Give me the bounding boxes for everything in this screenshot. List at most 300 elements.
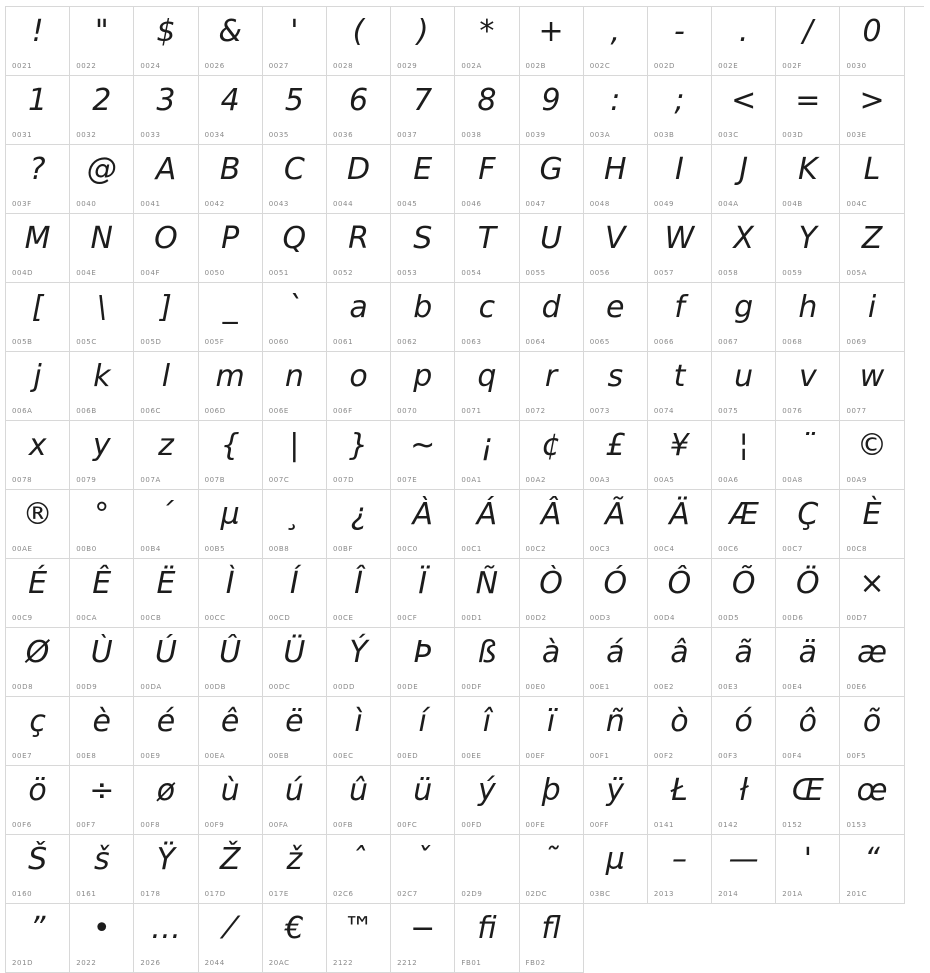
glyph-character: − <box>410 911 436 946</box>
glyph-cell[interactable] <box>327 697 391 766</box>
glyph-cell[interactable] <box>70 490 134 559</box>
glyph-codepoint: 0041 <box>140 200 161 208</box>
glyph-character: p <box>413 359 433 394</box>
glyph-cell[interactable] <box>840 283 904 352</box>
glyph-codepoint: 017E <box>268 890 289 898</box>
glyph-cell[interactable] <box>520 766 584 835</box>
glyph-cell[interactable] <box>327 145 391 214</box>
glyph-cell[interactable] <box>327 559 391 628</box>
glyph-character: õ <box>862 704 882 739</box>
glyph-character: . <box>738 14 749 49</box>
glyph-cell[interactable] <box>520 835 584 904</box>
glyph-character: ! <box>31 14 44 49</box>
glyph-cell[interactable] <box>6 766 70 835</box>
glyph-cell[interactable] <box>648 835 712 904</box>
glyph-character: € <box>284 911 304 946</box>
glyph-cell[interactable] <box>712 352 776 421</box>
glyph-cell[interactable] <box>134 559 198 628</box>
glyph-cell[interactable] <box>263 490 327 559</box>
glyph-character: ( <box>352 14 365 49</box>
glyph-character: Á <box>476 497 498 532</box>
glyph-codepoint: 00D2 <box>525 614 547 622</box>
glyph-cell[interactable] <box>840 490 904 559</box>
glyph-cell[interactable] <box>455 628 519 697</box>
glyph-cell[interactable] <box>199 766 263 835</box>
glyph-codepoint: 00EE <box>461 752 482 760</box>
glyph-codepoint: 0031 <box>12 131 33 139</box>
glyph-cell[interactable] <box>134 835 198 904</box>
glyph-character: Ñ <box>475 566 499 601</box>
glyph-row <box>6 835 924 904</box>
glyph-cell[interactable] <box>391 352 455 421</box>
glyph-cell[interactable] <box>584 421 648 490</box>
glyph-codepoint: 02D9 <box>461 890 483 898</box>
glyph-cell[interactable] <box>840 766 904 835</box>
glyph-cell[interactable] <box>263 421 327 490</box>
glyph-character: J <box>739 152 749 187</box>
glyph-character: T <box>477 221 497 256</box>
glyph-cell[interactable] <box>455 145 519 214</box>
glyph-cell[interactable] <box>263 697 327 766</box>
glyph-cell[interactable] <box>584 835 648 904</box>
glyph-character: ¨ <box>800 428 816 463</box>
glyph-cell[interactable] <box>391 76 455 145</box>
glyph-codepoint: 0078 <box>12 476 33 484</box>
glyph-character: - <box>674 14 685 49</box>
glyph-codepoint: 0059 <box>782 269 803 277</box>
glyph-cell[interactable] <box>520 283 584 352</box>
glyph-cell[interactable] <box>327 835 391 904</box>
glyph-cell[interactable] <box>199 628 263 697</box>
glyph-cell[interactable] <box>840 559 904 628</box>
glyph-cell[interactable] <box>199 559 263 628</box>
glyph-cell[interactable] <box>70 7 134 76</box>
glyph-cell[interactable] <box>648 76 712 145</box>
glyph-codepoint: 004B <box>782 200 803 208</box>
glyph-cell[interactable] <box>263 283 327 352</box>
glyph-cell[interactable] <box>455 421 519 490</box>
glyph-cell[interactable] <box>776 628 840 697</box>
glyph-cell[interactable] <box>520 628 584 697</box>
glyph-cell[interactable] <box>455 352 519 421</box>
glyph-cell[interactable] <box>6 7 70 76</box>
glyph-cell[interactable] <box>134 904 198 973</box>
glyph-cell[interactable] <box>327 7 391 76</box>
glyph-cell[interactable] <box>6 697 70 766</box>
glyph-cell-empty <box>648 904 712 973</box>
glyph-codepoint: 0062 <box>397 338 418 346</box>
glyph-character: 1 <box>28 83 48 118</box>
glyph-row <box>6 628 924 697</box>
glyph-cell[interactable] <box>391 214 455 283</box>
glyph-row <box>6 490 924 559</box>
glyph-cell[interactable] <box>70 628 134 697</box>
glyph-cell[interactable] <box>840 214 904 283</box>
glyph-cell[interactable] <box>648 7 712 76</box>
glyph-character: { <box>220 428 240 463</box>
glyph-cell[interactable] <box>840 835 904 904</box>
glyph-cell[interactable] <box>520 421 584 490</box>
glyph-codepoint: 007D <box>332 476 355 484</box>
glyph-cell[interactable] <box>584 559 648 628</box>
glyph-codepoint: 006D <box>204 407 226 415</box>
glyph-cell[interactable] <box>648 490 712 559</box>
glyph-cell[interactable] <box>134 697 198 766</box>
glyph-codepoint: 00DB <box>204 683 227 691</box>
glyph-cell[interactable] <box>263 76 327 145</box>
glyph-codepoint: 00E4 <box>782 683 803 691</box>
glyph-cell[interactable] <box>134 283 198 352</box>
glyph-cell[interactable] <box>70 352 134 421</box>
glyph-codepoint: 2122 <box>332 959 354 967</box>
glyph-cell[interactable] <box>648 766 712 835</box>
glyph-cell[interactable] <box>584 7 648 76</box>
glyph-cell[interactable] <box>134 145 198 214</box>
glyph-cell[interactable] <box>70 76 134 145</box>
glyph-cell[interactable] <box>6 490 70 559</box>
glyph-cell[interactable] <box>455 283 519 352</box>
glyph-cell[interactable] <box>6 283 70 352</box>
glyph-row <box>6 352 924 421</box>
glyph-row <box>6 904 924 973</box>
glyph-cell[interactable] <box>584 214 648 283</box>
glyph-cell[interactable] <box>199 145 263 214</box>
glyph-cell[interactable] <box>840 697 904 766</box>
glyph-cell[interactable] <box>520 76 584 145</box>
glyph-cell[interactable] <box>327 421 391 490</box>
glyph-character: H <box>604 152 627 187</box>
glyph-cell[interactable] <box>712 283 776 352</box>
glyph-cell[interactable] <box>391 7 455 76</box>
glyph-cell[interactable] <box>840 76 904 145</box>
glyph-cell[interactable] <box>6 421 70 490</box>
glyph-cell[interactable] <box>648 214 712 283</box>
glyph-cell[interactable] <box>648 421 712 490</box>
glyph-cell[interactable] <box>70 214 134 283</box>
glyph-cell[interactable] <box>584 490 648 559</box>
glyph-character: ë <box>285 704 304 739</box>
glyph-cell[interactable] <box>327 490 391 559</box>
glyph-codepoint: 005C <box>76 338 97 346</box>
glyph-cell[interactable] <box>391 628 455 697</box>
glyph-cell[interactable] <box>391 835 455 904</box>
glyph-cell[interactable] <box>455 214 519 283</box>
glyph-codepoint: 004E <box>76 269 97 277</box>
glyph-codepoint: 002C <box>589 62 611 70</box>
glyph-cell[interactable] <box>776 145 840 214</box>
glyph-cell[interactable] <box>70 904 134 973</box>
glyph-cell[interactable] <box>840 7 904 76</box>
glyph-cell[interactable] <box>6 559 70 628</box>
glyph-cell[interactable] <box>6 835 70 904</box>
glyph-cell[interactable] <box>584 697 648 766</box>
glyph-cell[interactable] <box>648 628 712 697</box>
glyph-cell[interactable] <box>134 214 198 283</box>
glyph-cell[interactable] <box>199 904 263 973</box>
glyph-character: ° <box>94 497 110 532</box>
glyph-cell[interactable] <box>263 628 327 697</box>
glyph-character: ' <box>290 14 299 49</box>
glyph-cell[interactable] <box>6 904 70 973</box>
glyph-row <box>6 421 924 490</box>
glyph-codepoint: 017D <box>204 890 226 898</box>
glyph-codepoint: 0072 <box>525 407 546 415</box>
glyph-cell[interactable] <box>648 559 712 628</box>
glyph-cell[interactable] <box>712 490 776 559</box>
glyph-character: Ä <box>669 497 690 532</box>
glyph-codepoint: 0065 <box>589 338 610 346</box>
glyph-cell[interactable] <box>840 628 904 697</box>
glyph-cell[interactable] <box>134 490 198 559</box>
glyph-cell[interactable] <box>199 697 263 766</box>
glyph-character: m <box>215 359 245 394</box>
glyph-character: Ï <box>418 566 428 601</box>
glyph-cell[interactable] <box>776 835 840 904</box>
glyph-cell[interactable] <box>584 352 648 421</box>
glyph-cell[interactable] <box>263 7 327 76</box>
glyph-cell[interactable] <box>840 421 904 490</box>
glyph-cell[interactable] <box>712 7 776 76</box>
glyph-character: Ã <box>605 497 626 532</box>
glyph-cell[interactable] <box>776 490 840 559</box>
glyph-codepoint: 00D7 <box>846 614 868 622</box>
glyph-cell[interactable] <box>455 904 519 973</box>
glyph-cell[interactable] <box>776 766 840 835</box>
glyph-cell[interactable] <box>199 283 263 352</box>
glyph-cell[interactable] <box>391 490 455 559</box>
glyph-cell[interactable] <box>327 904 391 973</box>
glyph-codepoint: 0038 <box>461 131 482 139</box>
glyph-codepoint: 2013 <box>653 890 675 898</box>
glyph-cell[interactable] <box>712 766 776 835</box>
glyph-cell[interactable] <box>648 145 712 214</box>
glyph-row <box>6 145 924 214</box>
glyph-codepoint: 00EF <box>525 752 546 760</box>
glyph-codepoint: 002B <box>525 62 547 70</box>
glyph-cell[interactable] <box>6 145 70 214</box>
glyph-codepoint: 00C0 <box>397 545 418 553</box>
glyph-cell[interactable] <box>199 421 263 490</box>
glyph-cell[interactable] <box>6 352 70 421</box>
glyph-codepoint: 003E <box>846 131 867 139</box>
glyph-cell[interactable] <box>6 214 70 283</box>
glyph-cell[interactable] <box>776 559 840 628</box>
glyph-cell[interactable] <box>327 76 391 145</box>
glyph-codepoint: 00FE <box>525 821 546 829</box>
glyph-cell[interactable] <box>648 283 712 352</box>
glyph-cell[interactable] <box>776 352 840 421</box>
glyph-codepoint: 0029 <box>397 62 418 70</box>
glyph-character: È <box>862 497 882 532</box>
glyph-cell[interactable] <box>263 214 327 283</box>
glyph-codepoint: 0060 <box>268 338 289 346</box>
glyph-cell[interactable] <box>199 214 263 283</box>
glyph-character: Ý <box>349 635 368 670</box>
glyph-codepoint: 0051 <box>268 269 289 277</box>
glyph-cell[interactable] <box>70 559 134 628</box>
glyph-cell[interactable] <box>327 214 391 283</box>
glyph-cell[interactable] <box>327 766 391 835</box>
glyph-cell[interactable] <box>520 904 584 973</box>
glyph-cell[interactable] <box>776 214 840 283</box>
glyph-cell[interactable] <box>455 766 519 835</box>
glyph-cell[interactable] <box>520 7 584 76</box>
glyph-cell[interactable] <box>70 145 134 214</box>
glyph-character: P <box>221 221 240 256</box>
glyph-codepoint: 006B <box>76 407 97 415</box>
glyph-cell[interactable] <box>840 145 904 214</box>
glyph-codepoint: 0066 <box>653 338 675 346</box>
glyph-cell[interactable] <box>776 283 840 352</box>
glyph-cell[interactable] <box>455 835 519 904</box>
glyph-character: _ <box>222 290 238 325</box>
glyph-cell[interactable] <box>712 214 776 283</box>
glyph-codepoint: 0070 <box>397 407 418 415</box>
glyph-character: ˜ <box>543 842 559 877</box>
glyph-codepoint: 00F2 <box>653 752 674 760</box>
glyph-cell[interactable] <box>712 145 776 214</box>
glyph-cell[interactable] <box>134 766 198 835</box>
glyph-row <box>6 559 924 628</box>
glyph-character: µ <box>605 842 625 877</box>
glyph-cell[interactable] <box>712 421 776 490</box>
glyph-cell[interactable] <box>520 352 584 421</box>
glyph-cell[interactable] <box>70 766 134 835</box>
glyph-cell[interactable] <box>648 697 712 766</box>
glyph-codepoint: 00E1 <box>589 683 610 691</box>
glyph-cell[interactable] <box>584 145 648 214</box>
glyph-character: ˇ <box>415 842 431 877</box>
glyph-cell[interactable] <box>584 283 648 352</box>
glyph-codepoint: 00ED <box>397 752 419 760</box>
glyph-cell[interactable] <box>6 76 70 145</box>
glyph-cell[interactable] <box>776 76 840 145</box>
glyph-character: ê <box>220 704 240 739</box>
glyph-character: ˆ <box>351 842 367 877</box>
glyph-cell[interactable] <box>584 766 648 835</box>
glyph-codepoint: 00F7 <box>76 821 96 829</box>
glyph-cell[interactable] <box>712 835 776 904</box>
glyph-cell[interactable] <box>134 628 198 697</box>
glyph-character: ] <box>160 290 172 325</box>
glyph-cell[interactable] <box>712 697 776 766</box>
glyph-cell[interactable] <box>648 352 712 421</box>
glyph-cell[interactable] <box>455 697 519 766</box>
glyph-cell[interactable] <box>199 7 263 76</box>
glyph-cell[interactable] <box>6 628 70 697</box>
glyph-cell[interactable] <box>520 214 584 283</box>
glyph-codepoint: 20AC <box>268 959 290 967</box>
glyph-cell[interactable] <box>455 559 519 628</box>
glyph-codepoint: 0028 <box>332 62 354 70</box>
glyph-character: ł <box>739 773 748 808</box>
glyph-cell[interactable] <box>391 697 455 766</box>
glyph-cell[interactable] <box>70 697 134 766</box>
glyph-character: Ÿ <box>156 842 176 877</box>
glyph-codepoint: 00DE <box>397 683 419 691</box>
glyph-character: e <box>606 290 625 325</box>
glyph-cell[interactable] <box>70 421 134 490</box>
glyph-codepoint: 006C <box>140 407 162 415</box>
glyph-codepoint: 2014 <box>718 890 739 898</box>
glyph-character: Í <box>289 566 299 601</box>
glyph-codepoint: 00EC <box>332 752 354 760</box>
glyph-cell[interactable] <box>455 490 519 559</box>
glyph-cell[interactable] <box>199 835 263 904</box>
glyph-codepoint: 00EA <box>204 752 226 760</box>
glyph-cell[interactable] <box>584 76 648 145</box>
glyph-cell[interactable] <box>263 559 327 628</box>
glyph-codepoint: 00A1 <box>461 476 482 484</box>
glyph-cell[interactable] <box>391 904 455 973</box>
glyph-cell[interactable] <box>263 904 327 973</box>
glyph-cell[interactable] <box>776 421 840 490</box>
glyph-cell[interactable] <box>327 352 391 421</box>
glyph-cell[interactable] <box>840 352 904 421</box>
glyph-cell[interactable] <box>712 76 776 145</box>
glyph-cell[interactable] <box>520 145 584 214</box>
glyph-character: Ó <box>603 566 628 601</box>
glyph-codepoint: 00A8 <box>782 476 803 484</box>
glyph-cell[interactable] <box>199 76 263 145</box>
glyph-codepoint: 007E <box>397 476 418 484</box>
glyph-codepoint: 0074 <box>653 407 675 415</box>
glyph-cell[interactable] <box>70 283 134 352</box>
glyph-cell[interactable] <box>584 628 648 697</box>
glyph-character: ⁄ <box>227 911 233 946</box>
glyph-cell[interactable] <box>391 283 455 352</box>
glyph-cell[interactable] <box>70 835 134 904</box>
glyph-cell[interactable] <box>520 490 584 559</box>
glyph-cell[interactable] <box>199 490 263 559</box>
glyph-cell[interactable] <box>327 628 391 697</box>
glyph-cell[interactable] <box>391 421 455 490</box>
glyph-cell[interactable] <box>391 145 455 214</box>
glyph-character: ; <box>674 83 685 118</box>
glyph-cell[interactable] <box>263 145 327 214</box>
glyph-cell[interactable] <box>134 421 198 490</box>
glyph-cell[interactable] <box>263 352 327 421</box>
glyph-codepoint: 0153 <box>846 821 867 829</box>
glyph-cell[interactable] <box>134 352 198 421</box>
glyph-character: Â <box>540 497 562 532</box>
glyph-character: r <box>544 359 558 394</box>
glyph-cell[interactable] <box>263 835 327 904</box>
glyph-cell[interactable] <box>263 766 327 835</box>
glyph-cell[interactable] <box>776 7 840 76</box>
glyph-cell[interactable] <box>776 697 840 766</box>
glyph-cell[interactable] <box>199 352 263 421</box>
glyph-codepoint: 0152 <box>782 821 803 829</box>
glyph-cell[interactable] <box>712 628 776 697</box>
glyph-cell[interactable] <box>391 559 455 628</box>
glyph-cell[interactable] <box>455 76 519 145</box>
glyph-codepoint: 00FB <box>332 821 354 829</box>
glyph-cell[interactable] <box>134 76 198 145</box>
glyph-cell[interactable] <box>712 559 776 628</box>
glyph-cell[interactable] <box>391 766 455 835</box>
glyph-character: ) <box>416 14 429 49</box>
glyph-character: $ <box>156 14 176 49</box>
glyph-cell[interactable] <box>455 7 519 76</box>
glyph-cell[interactable] <box>134 7 198 76</box>
glyph-character: œ <box>856 773 888 808</box>
glyph-cell[interactable] <box>520 559 584 628</box>
glyph-cell[interactable] <box>520 697 584 766</box>
glyph-cell[interactable] <box>327 283 391 352</box>
glyph-codepoint: 00D4 <box>653 614 676 622</box>
glyph-codepoint: 002A <box>461 62 482 70</box>
